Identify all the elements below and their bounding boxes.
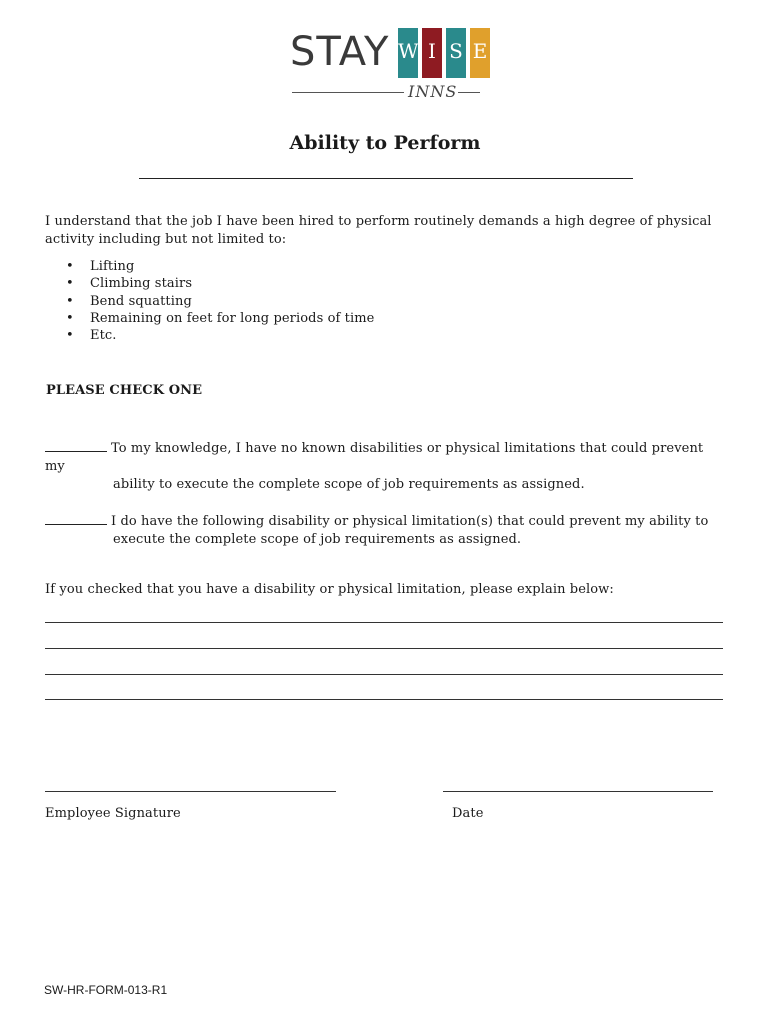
explain-line-4[interactable] [45,699,723,700]
logo-letter-e: E [470,28,490,78]
option-has-limitations [45,511,725,549]
option-1-line2: ability to execute the complete scope of job requirements as assigned. [113,477,585,492]
employee-signature-line[interactable] [45,791,336,792]
logo-letter-w: W [398,28,418,78]
activity-list [45,258,374,344]
list-item: • Climbing stairs [45,275,374,292]
employee-signature-label: Employee Signature [45,806,181,821]
logo-rule-left [292,92,404,93]
option-2-line1: I do have the following disability or physical limitation(s) that could prevent my ability to [111,514,709,529]
option-2-line2: execute the complete scope of job requirements as assigned. [113,532,522,547]
logo-word: STAY [290,29,390,75]
option-no-limitations [45,438,725,494]
intro-text: I understand that the job I have been hired to perform routinely demands a high degree of physical activity including but not limited to: [45,214,712,247]
page-title: Ability to Perform [289,132,481,154]
logo-letter-s: S [446,28,466,78]
check-heading: PLEASE CHECK ONE [46,383,203,398]
list-item: • Etc. [45,327,374,344]
check-blank-1[interactable] [45,438,107,452]
logo-sub: INNS [408,82,458,101]
explain-line-3[interactable] [45,674,723,675]
option-1-line1: To my knowledge, I have no known disabilities or physical limitations that could prevent my [45,441,704,474]
logo-letter-i: I [422,28,442,78]
date-line[interactable] [443,791,713,792]
list-item: • Remaining on feet for long periods of time [45,310,374,327]
list-item: • Bend squatting [45,293,374,310]
explain-prompt: If you checked that you have a disability or physical limitation, please explain below: [45,582,614,597]
list-item: • Lifting [45,258,374,275]
title-divider [139,178,633,179]
logo-rule-right [458,92,480,93]
check-blank-2[interactable] [45,511,107,525]
form-code: SW-HR-FORM-013-R1 [44,983,168,997]
explain-line-1[interactable] [45,622,723,623]
company-logo [290,24,490,104]
date-label: Date [452,806,484,821]
explain-line-2[interactable] [45,648,723,649]
